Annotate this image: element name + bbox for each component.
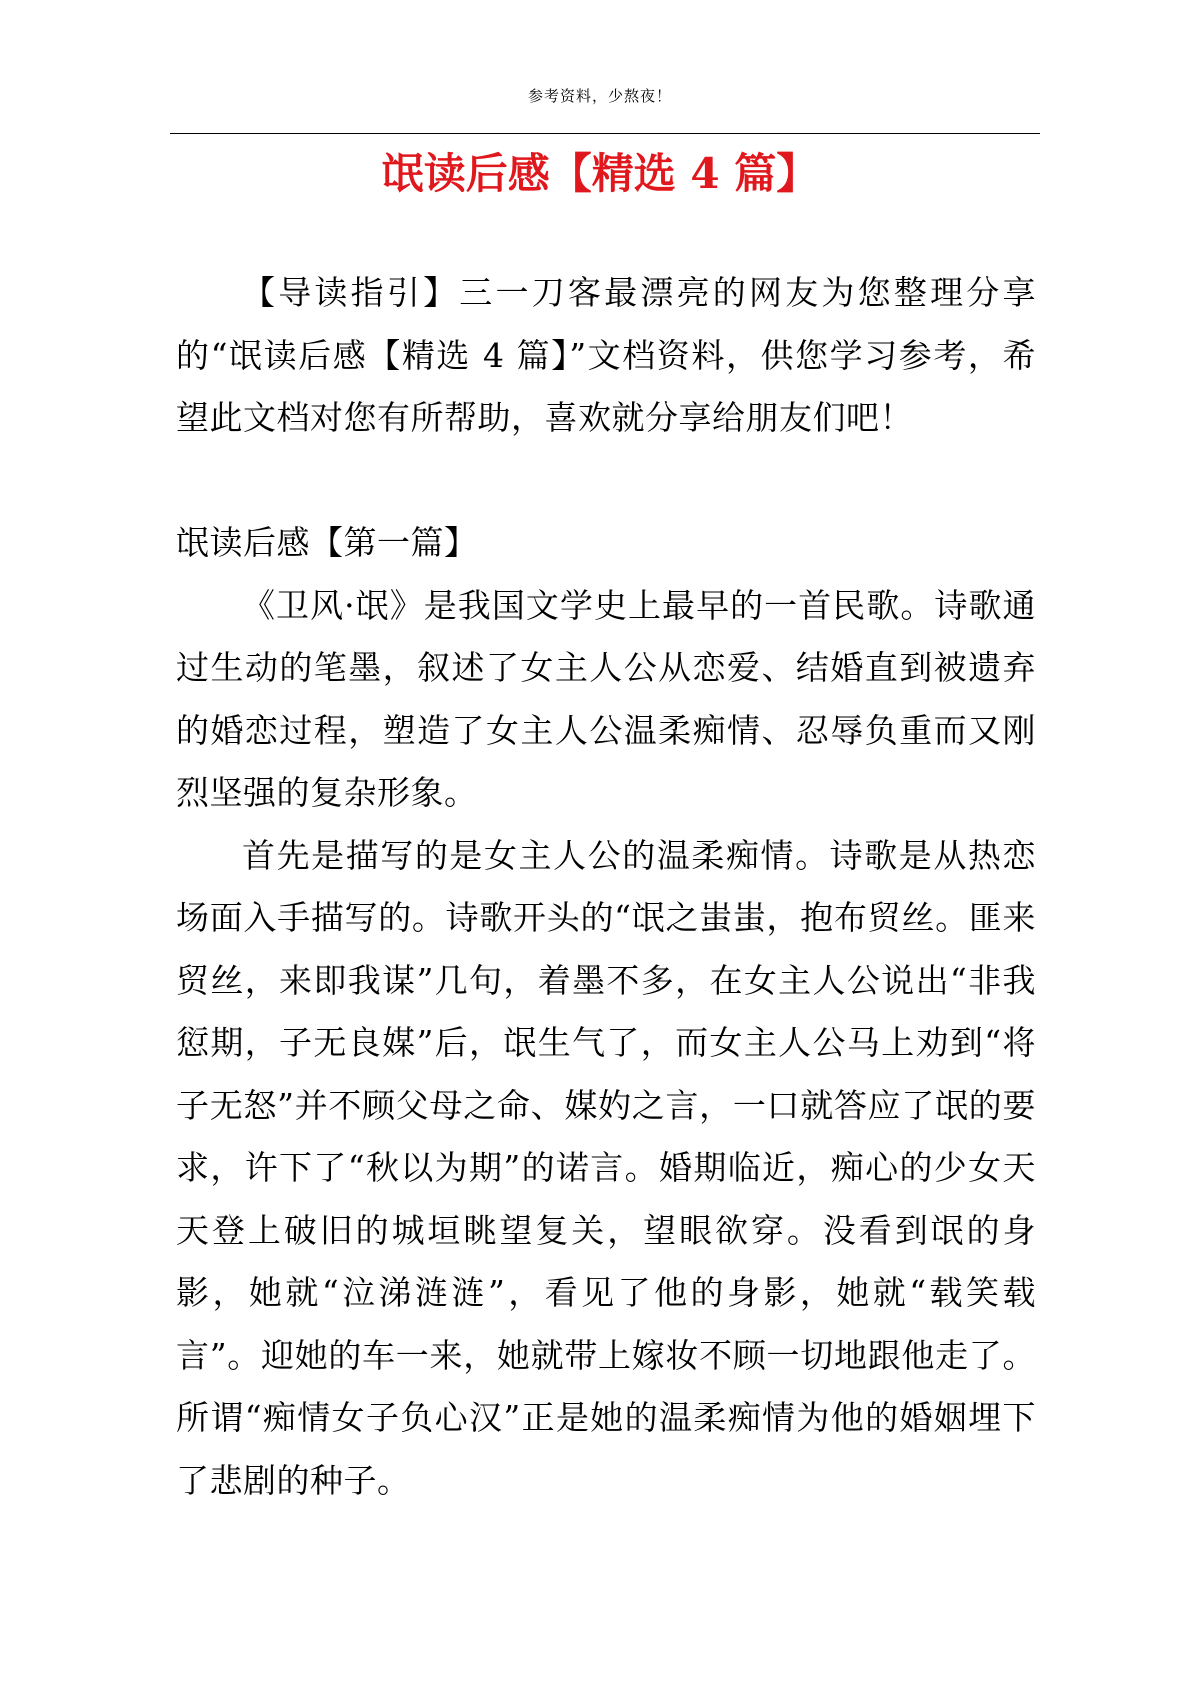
intro-paragraph: 【导读指引】三一刀客最漂亮的网友为您整理分享的“氓读后感【精选 4 篇】”文档资料，供您学习参考，希望此文档对您有所帮助，喜欢就分享给朋友们吧！	[176, 273, 1036, 437]
document-body	[176, 262, 1036, 1512]
section-heading: 氓读后感【第一篇】	[176, 523, 478, 562]
paragraph-spacer	[176, 450, 1036, 513]
body-paragraph: 《卫风·氓》是我国文学史上最早的一首民歌。诗歌通过生动的笔墨，叙述了女主人公从恋爱、结婚直到被遗弃的婚恋过程，塑造了女主人公温柔痴情、忍辱负重而又刚烈坚强的复杂形象。	[176, 585, 1036, 812]
header-note: 参考资料，少熬夜！	[527, 87, 672, 105]
body-paragraph: 首先是描写的是女主人公的温柔痴情。诗歌是从热恋场面入手描写的。诗歌开头的“氓之蚩蚩，抱布贸丝。匪来贸丝，来即我谋”几句，着墨不多，在女主人公说出“非我愆期，子无良媒”后，氓生气了，而女主人公马上劝到“将子无怒”并不顾父母之命、媒妁之言，一口就答应了氓的要求，许下了“秋以为期”的诺言。婚期临近，痴心的少女天天登上破旧的城垣眺望复关，望眼欲穿。没看到氓的身影，她就“泣涕涟涟”，看见了他的身影，她就“载笑载言”。迎她的车一来，她就带上嫁妆不顾一切地跟他走了。所谓“痴情女子负心汉”正是她的温柔痴情为他的婚姻埋下了悲剧的种子。	[176, 835, 1036, 1500]
header-divider	[170, 133, 1040, 134]
document-title: 氓读后感【精选 4 篇】	[381, 149, 819, 198]
